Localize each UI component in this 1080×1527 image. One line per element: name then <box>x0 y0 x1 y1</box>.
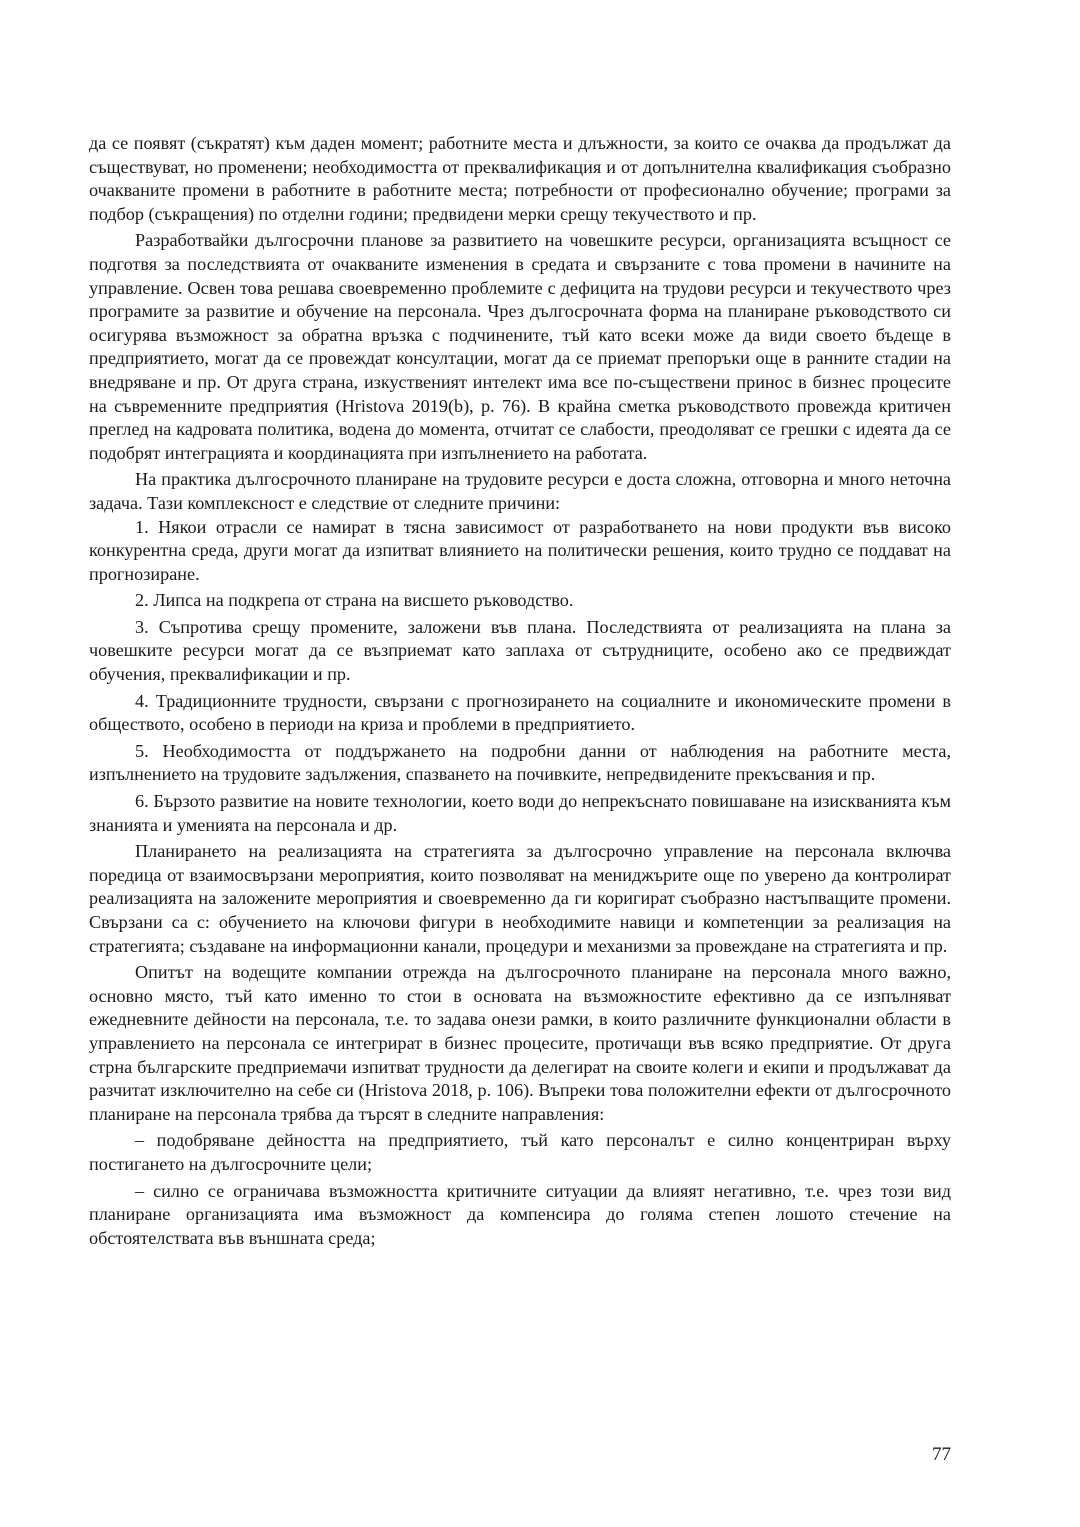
paragraph-continuation: да се появят (съкратят) към даден момент; работните места и длъжности, за които се очаква да продължат да съществуват, но променени; необходимостта от преквалификация и от допълнителна квалификация съобразно очакваните промени в работните в работните места; потребности от професионално обучение; програми за подбор (съкращения) по отделни години; предвидени мерки срещу текучеството и пр. <box>89 133 951 224</box>
list-item-1: 1. Някои отрасли се намират в тясна зависимост от разработването на нови продукти във високо конкурентна среда, други могат да изпитват влиянието на политически решения, които трудно се поддават на прогнозиране. <box>89 516 951 584</box>
page-body <box>89 132 951 1250</box>
list-item-4: 4. Традиционните трудности, свързани с прогнозирането на социалните и икономическите промени в обществото, особено в периоди на криза и проблеми в предприятието. <box>89 690 951 735</box>
list-item-6: 6. Бързото развитие на новите технологии, което води до непрекъснато повишаване на изискванията към знанията и уменията на персонала и др. <box>89 791 951 835</box>
paragraph-strategy-planning: Планирането на реализацията на стратегията за дългосрочно управление на персонала включва поредица от взаимосвързани мероприятия, които позволяват на мениджърите още по уверено да контролират реализацията на заложените мероприятия и своевременно да ги коригират съобразно настъпващите промени. Свързани са с: обучението на ключови фигури в необходимите навици и компетенции за реализация на стратегията; създаване на информационни канали, процедури и механизми за провеждане на стратегията и пр. <box>89 841 951 956</box>
paragraph-long-term-plans: Разработвайки дългосрочни планове за развитието на човешките ресурси, организацията всъщност се подготвя за последствията от очакваните изменения в средата и свързаните с това промени в начините на управление. Освен това решава своевременно проблемите с дефицита на трудови ресурси и текучеството чрез програмите за развитие и обучение на персонала. Чрез дългосрочната форма на планиране ръководството си осигурява възможност за обратна връзка с подчинените, тъй като всеки може да види своето бъдеще в предприятието, могат да се провеждат консултации, могат да се приемат препоръки още в ранните стадии на внедряване и пр. От друга страна, изкуственият интелект има все по-съществени принос в бизнес процесите на съвременните предприятия (Hristova 2019(b), p. 76). В крайна сметка ръководството провежда критичен преглед на кадровата политика, водена до момента, отчитат се слабости, преодоляват се грешки с идеята да се подобрят интеграцията и координацията при изпълнението на работата. <box>89 230 951 463</box>
dash-item-1: – подобряване дейността на предприятието, тъй като персоналът е силно концентриран върху постигането на дългосрочните цели; <box>89 1130 951 1174</box>
paragraph-practice: На практика дългосрочното планиране на трудовите ресурси е доста сложна, отговорна и много неточна задача. Тази комплексност е следствие от следните причини: <box>89 469 951 513</box>
list-item-2: 2. Липса на подкрепа от страна на висшето ръководство. <box>135 590 574 611</box>
list-item-5: 5. Необходимостта от поддържането на подробни данни от наблюдения на работните места, изпълнението на трудовите задължения, спазването на почивките, непредвидените прекъсвания и пр. <box>89 740 951 785</box>
list-item-3: 3. Съпротива срещу промените, заложени във плана. Последствията от реализацията на плана за човешките ресурси могат да се възприемат като заплаха от сътрудниците, особено ако се предвиждат обучения, преквалификации и пр. <box>89 616 951 685</box>
page-number: 77 <box>932 1444 951 1465</box>
paragraph-leading-companies: Опитът на водещите компании отрежда на дългосрочното планиране на персонала много важно, основно място, тъй като именно то стои в основата на възможностите ефективно да се изпълняват ежедневните дейности на персонала, т.е. то задава онези рамки, в които различните функционални области в управлението на персонала се интегрират в бизнес процесите, протичащи във всяко предприятие. От друга стрна българските предприемачи изпитват трудности да делегират на своите колеги и екипи и продължават да разчитат изключително на себе си (Hristova 2018, p. 106). Въпреки това положителни ефекти от дългосрочното планиране на персонала трябва да търсят в следните направления: <box>89 962 951 1124</box>
dash-item-2: – силно се ограничава възможността критичните ситуации да влияят негативно, т.е. чрез този вид планиране организацията има възможност да компенсира до голяма степен лошото стечение на обстоятелствата във външната среда; <box>89 1180 951 1248</box>
